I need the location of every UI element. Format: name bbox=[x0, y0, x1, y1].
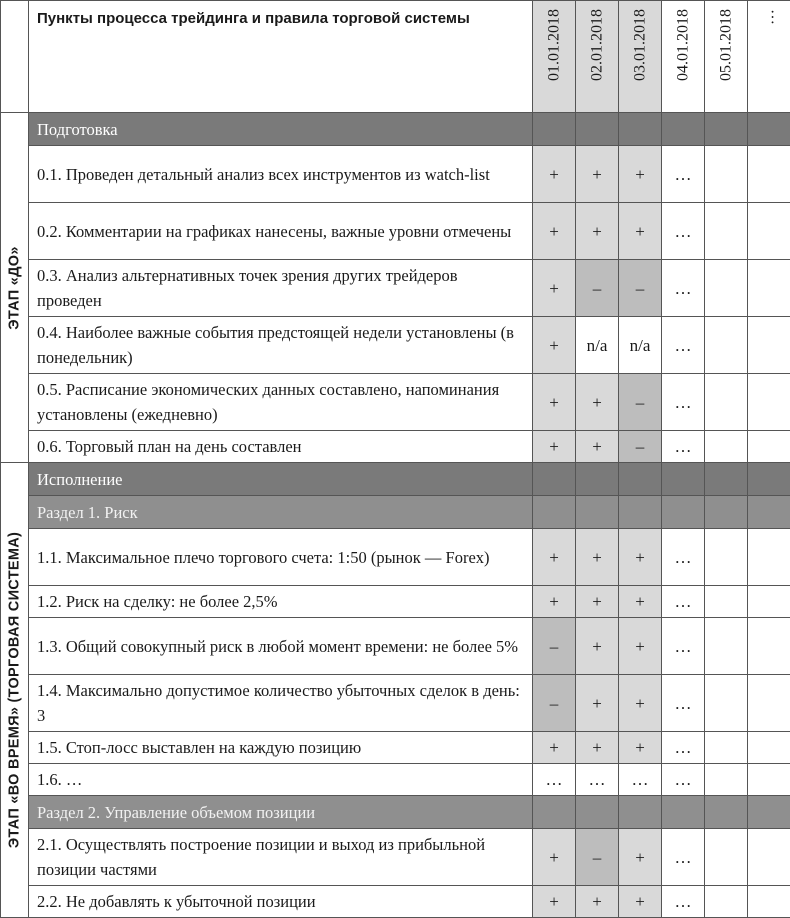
mark-cell: n/a bbox=[619, 317, 662, 374]
mark-cell: … bbox=[619, 764, 662, 796]
date-label: 03.01.2018 bbox=[628, 9, 653, 81]
mark-cell bbox=[705, 146, 748, 203]
mark-cell: + bbox=[576, 732, 619, 764]
table-row bbox=[1, 431, 790, 463]
more-label: … bbox=[757, 9, 782, 25]
row-label: 0.1. Проведен детальный анализ всех инструментов из watch-list bbox=[29, 146, 533, 203]
mark-cell bbox=[748, 203, 790, 260]
section-row bbox=[1, 796, 790, 829]
mark-cell: + bbox=[619, 586, 662, 618]
mark-cell: – bbox=[533, 675, 576, 732]
date-label: 05.01.2018 bbox=[714, 9, 739, 81]
mark-cell: … bbox=[662, 675, 705, 732]
table-row bbox=[1, 829, 790, 886]
stage-before-label: ЭТАП «ДО» bbox=[2, 246, 27, 329]
mark-cell bbox=[748, 732, 790, 764]
mark-cell: + bbox=[533, 431, 576, 463]
mark-cell bbox=[748, 618, 790, 675]
section-preparation: Подготовка bbox=[29, 113, 533, 146]
table-row bbox=[1, 618, 790, 675]
mark-cell bbox=[705, 675, 748, 732]
mark-cell bbox=[705, 374, 748, 431]
mark-cell: + bbox=[619, 203, 662, 260]
mark-cell: + bbox=[576, 529, 619, 586]
mark-cell: + bbox=[576, 618, 619, 675]
mark-cell: + bbox=[576, 431, 619, 463]
header-date-2 bbox=[576, 1, 619, 113]
row-label: 0.3. Анализ альтернативных точек зрения других трейдеров проведен bbox=[29, 260, 533, 317]
mark-cell bbox=[748, 260, 790, 317]
header-corner bbox=[1, 1, 29, 113]
header-more bbox=[748, 1, 790, 113]
stage-during-label: ЭТАП «ВО ВРЕМЯ» (ТОРГОВАЯ СИСТЕМА) bbox=[2, 532, 27, 848]
section-risk: Раздел 1. Риск bbox=[29, 496, 533, 529]
mark-cell bbox=[748, 317, 790, 374]
row-label: 0.6. Торговый план на день составлен bbox=[29, 431, 533, 463]
mark-cell bbox=[705, 203, 748, 260]
mark-cell bbox=[748, 529, 790, 586]
date-label: 01.01.2018 bbox=[542, 9, 567, 81]
mark-cell: – bbox=[576, 260, 619, 317]
stage-during bbox=[1, 463, 29, 918]
mark-cell: … bbox=[662, 764, 705, 796]
table-row bbox=[1, 203, 790, 260]
mark-cell: + bbox=[533, 203, 576, 260]
mark-cell: … bbox=[662, 317, 705, 374]
mark-cell bbox=[748, 764, 790, 796]
mark-cell bbox=[705, 260, 748, 317]
mark-cell bbox=[748, 886, 790, 918]
row-label: 0.5. Расписание экономических данных составлено, напоминания установлены (ежедневно) bbox=[29, 374, 533, 431]
header-date-5 bbox=[705, 1, 748, 113]
mark-cell: + bbox=[576, 374, 619, 431]
mark-cell bbox=[705, 764, 748, 796]
date-label: 02.01.2018 bbox=[585, 9, 610, 81]
mark-cell: + bbox=[576, 675, 619, 732]
mark-cell: + bbox=[619, 146, 662, 203]
row-label: 1.2. Риск на сделку: не более 2,5% bbox=[29, 586, 533, 618]
mark-cell: + bbox=[533, 586, 576, 618]
mark-cell: + bbox=[619, 829, 662, 886]
mark-cell: + bbox=[619, 886, 662, 918]
mark-cell: + bbox=[533, 374, 576, 431]
date-label: 04.01.2018 bbox=[671, 9, 696, 81]
mark-cell: – bbox=[576, 829, 619, 886]
row-label: 0.4. Наиболее важные события предстоящей недели установлены (в понедельник) bbox=[29, 317, 533, 374]
header-date-1 bbox=[533, 1, 576, 113]
mark-cell: + bbox=[533, 732, 576, 764]
mark-cell: + bbox=[533, 146, 576, 203]
mark-cell: … bbox=[533, 764, 576, 796]
header-date-3 bbox=[619, 1, 662, 113]
header-title: Пункты процесса трейдинга и правила торговой системы bbox=[29, 1, 533, 113]
mark-cell bbox=[705, 586, 748, 618]
mark-cell: … bbox=[662, 529, 705, 586]
section-row bbox=[1, 113, 790, 146]
mark-cell: … bbox=[576, 764, 619, 796]
mark-cell: + bbox=[533, 886, 576, 918]
mark-cell bbox=[748, 431, 790, 463]
table-row bbox=[1, 675, 790, 732]
mark-cell: … bbox=[662, 586, 705, 618]
header-date-4 bbox=[662, 1, 705, 113]
mark-cell bbox=[705, 317, 748, 374]
mark-cell bbox=[705, 886, 748, 918]
mark-cell: … bbox=[662, 618, 705, 675]
table-row bbox=[1, 374, 790, 431]
mark-cell: – bbox=[619, 260, 662, 317]
mark-cell bbox=[748, 374, 790, 431]
section-position: Раздел 2. Управление объемом позиции bbox=[29, 796, 533, 829]
table-row bbox=[1, 764, 790, 796]
mark-cell: + bbox=[619, 675, 662, 732]
mark-cell: – bbox=[619, 374, 662, 431]
mark-cell bbox=[705, 529, 748, 586]
mark-cell: … bbox=[662, 374, 705, 431]
section-row bbox=[1, 496, 790, 529]
mark-cell: + bbox=[576, 586, 619, 618]
section-row bbox=[1, 463, 790, 496]
mark-cell: … bbox=[662, 829, 705, 886]
mark-cell: … bbox=[662, 732, 705, 764]
mark-cell: … bbox=[662, 146, 705, 203]
table-row bbox=[1, 732, 790, 764]
mark-cell: – bbox=[533, 618, 576, 675]
mark-cell bbox=[748, 146, 790, 203]
mark-cell bbox=[748, 829, 790, 886]
mark-cell bbox=[705, 829, 748, 886]
section-execution: Исполнение bbox=[29, 463, 533, 496]
mark-cell: … bbox=[662, 431, 705, 463]
row-label: 1.6. … bbox=[29, 764, 533, 796]
row-label: 2.1. Осуществлять построение позиции и выход из прибыльной позиции частями bbox=[29, 829, 533, 886]
mark-cell bbox=[705, 732, 748, 764]
table-row bbox=[1, 260, 790, 317]
row-label: 0.2. Комментарии на графиках нанесены, важные уровни отмечены bbox=[29, 203, 533, 260]
mark-cell bbox=[705, 618, 748, 675]
row-label: 1.5. Стоп-лосс выставлен на каждую позицию bbox=[29, 732, 533, 764]
mark-cell: + bbox=[619, 529, 662, 586]
mark-cell: + bbox=[533, 529, 576, 586]
mark-cell bbox=[705, 431, 748, 463]
mark-cell: … bbox=[662, 203, 705, 260]
mark-cell: + bbox=[533, 260, 576, 317]
table-row bbox=[1, 146, 790, 203]
stage-before bbox=[1, 113, 29, 463]
mark-cell: – bbox=[619, 431, 662, 463]
mark-cell: + bbox=[619, 732, 662, 764]
table-row bbox=[1, 317, 790, 374]
mark-cell: n/a bbox=[576, 317, 619, 374]
mark-cell: + bbox=[576, 146, 619, 203]
mark-cell: + bbox=[533, 829, 576, 886]
mark-cell: + bbox=[619, 618, 662, 675]
mark-cell bbox=[748, 586, 790, 618]
row-label: 1.3. Общий совокупный риск в любой момент времени: не более 5% bbox=[29, 618, 533, 675]
mark-cell: + bbox=[576, 203, 619, 260]
mark-cell: … bbox=[662, 886, 705, 918]
mark-cell bbox=[748, 675, 790, 732]
mark-cell: … bbox=[662, 260, 705, 317]
mark-cell: + bbox=[533, 317, 576, 374]
table-row bbox=[1, 529, 790, 586]
header-row bbox=[1, 1, 790, 113]
row-label: 1.1. Максимальное плечо торгового счета: 1:50 (рынок — Forex) bbox=[29, 529, 533, 586]
table-row bbox=[1, 886, 790, 918]
table-row bbox=[1, 586, 790, 618]
row-label: 1.4. Максимально допустимое количество убыточных сделок в день: 3 bbox=[29, 675, 533, 732]
mark-cell: + bbox=[576, 886, 619, 918]
row-label: 2.2. Не добавлять к убыточной позиции bbox=[29, 886, 533, 918]
